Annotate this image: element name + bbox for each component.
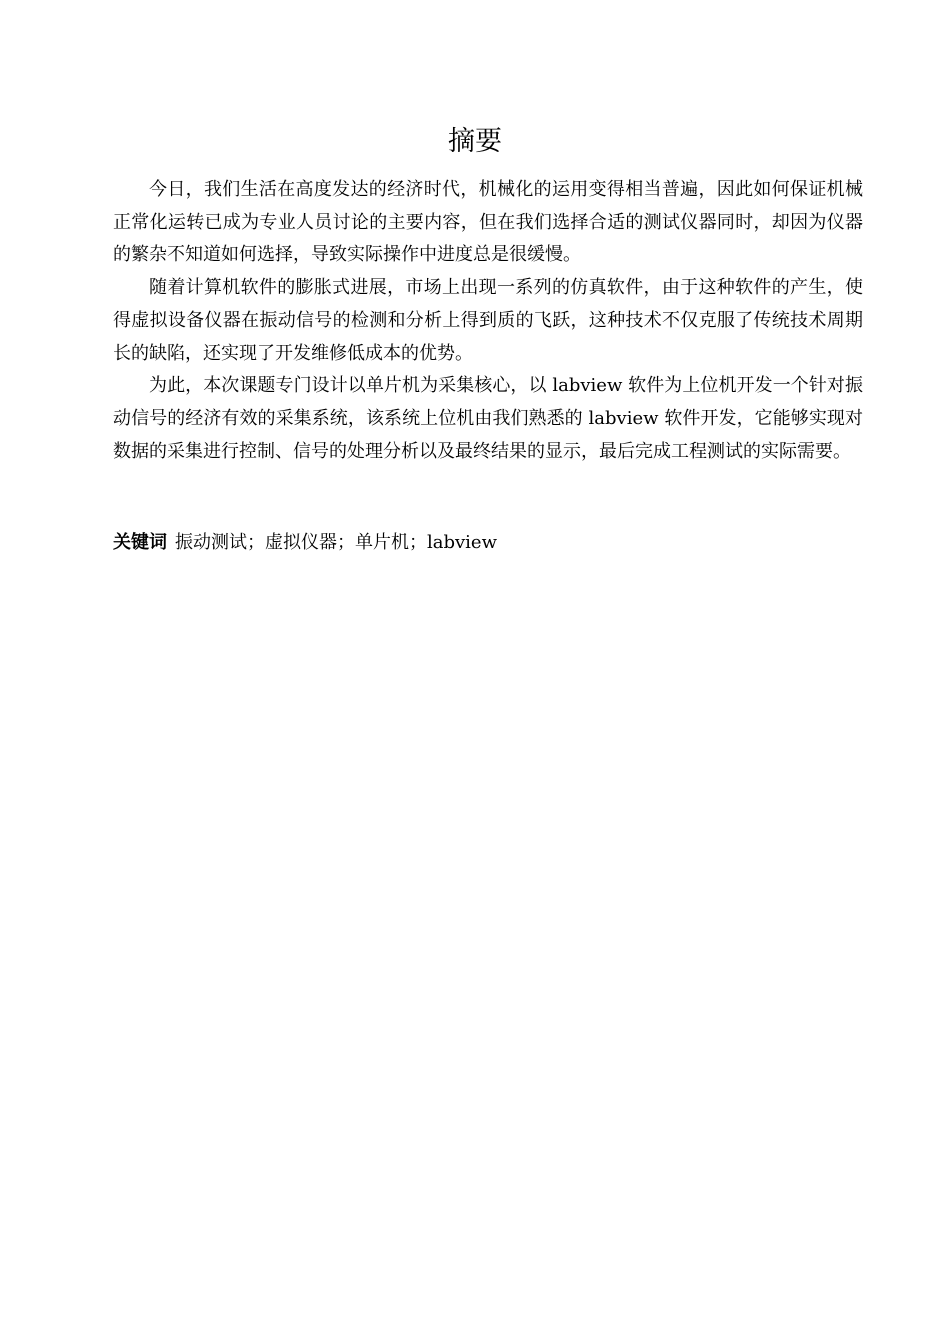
page-title: 摘要 xyxy=(448,126,502,157)
abstract-paragraph-2: 随着计算机软件的膨胀式进展，市场上出现一系列的仿真软件，由于这种软件的产生，使得虚拟设备仪器在振动信号的检测和分析上得到质的飞跃，这种技术不仅克服了传统技术周期长的缺陷，还实现了开发维修低成本的优势。 xyxy=(113,277,863,364)
abstract-body xyxy=(113,174,863,468)
keywords-label: 关键词 xyxy=(113,532,167,553)
abstract-paragraph-1: 今日，我们生活在高度发达的经济时代，机械化的运用变得相当普遍，因此如何保证机械正常化运转已成为专业人员讨论的主要内容，但在我们选择合适的测试仪器同时，却因为仪器的繁杂不知道如何选择，导致实际操作中进度总是很缓慢。 xyxy=(113,179,863,266)
abstract-paragraph-3: 为此，本次课题专门设计以单片机为采集核心，以 labview 软件为上位机开发一个针对振动信号的经济有效的采集系统，该系统上位机由我们熟悉的 labview 软件开发，它能够实现对数据的采集进行控制、信号的处理分析以及最终结果的显示，最后完成工程测试的实际需要。 xyxy=(113,375,863,462)
keywords-list: 振动测试；虚拟仪器；单片机；labview xyxy=(175,532,497,553)
keywords-line xyxy=(113,527,863,559)
